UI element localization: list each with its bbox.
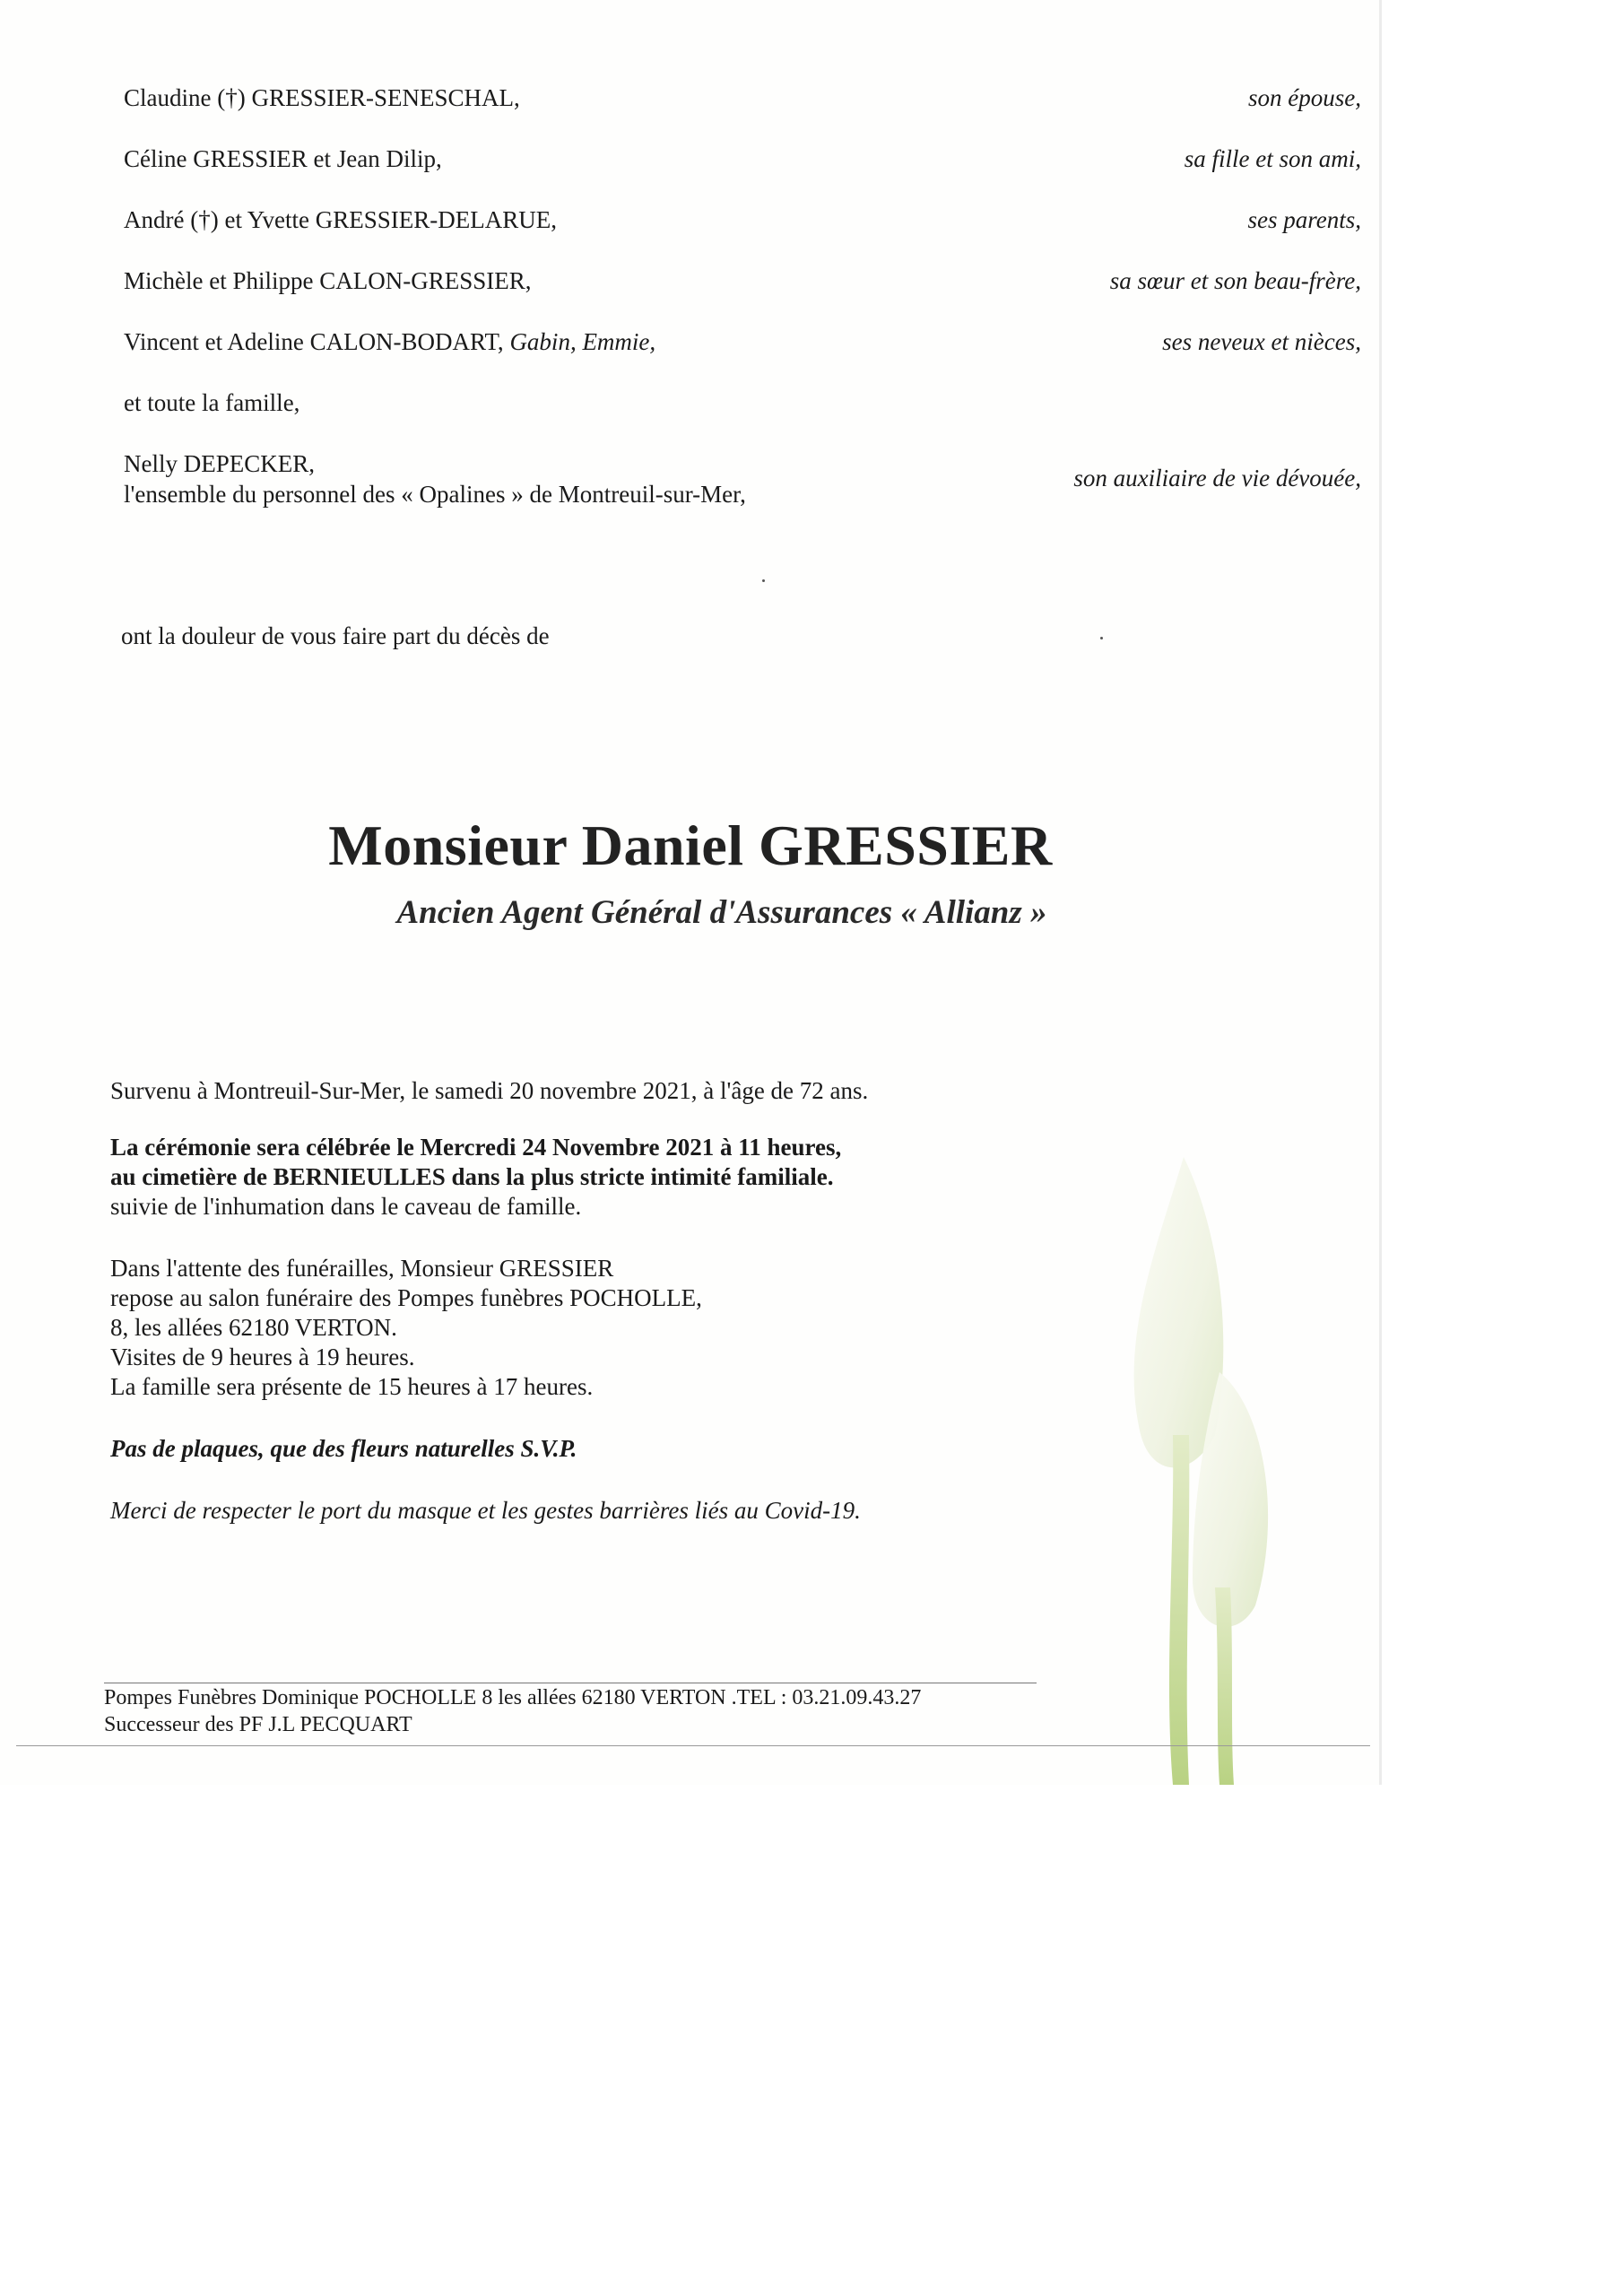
visit-hours: Visites de 9 heures à 19 heures. (110, 1344, 415, 1370)
family-row (124, 144, 1361, 204)
family-relation: sa fille et son ami, (1184, 145, 1361, 172)
family-name-group (124, 326, 655, 357)
family-children: Gabin, Emmie, (509, 328, 656, 355)
carer-relation: son auxiliaire de vie dévouée, (1073, 465, 1361, 491)
scan-edge (1379, 0, 1382, 1785)
carers-row (124, 448, 1361, 538)
flowers-note: Pas de plaques, que des fleurs naturelles S.V.P. (110, 1435, 577, 1462)
family-name: André (†) et Yvette GRESSIER-DELARUE, (124, 206, 557, 233)
family-relation: son épouse, (1248, 84, 1361, 111)
rest-line: repose au salon funéraire des Pompes funèbres POCHOLLE, (110, 1284, 702, 1311)
family-name: Michèle et Philippe CALON-GRESSIER, (124, 267, 532, 294)
deceased-title: Ancien Agent Général d'Assurances « Allianz » (396, 894, 1047, 931)
family-list (124, 83, 1361, 538)
funeral-home-successor: Successeur des PF J.L PECQUART (104, 1713, 412, 1736)
footer (104, 1684, 921, 1738)
ceremony-line: au cimetière de BERNIEULLES dans la plus stricte intimité familiale. (110, 1163, 834, 1190)
family-relation: ses neveux et nièces, (1162, 328, 1361, 355)
rest-line: 8, les allées 62180 VERTON. (110, 1314, 397, 1341)
carer-staff: l'ensemble du personnel des « Opalines » de Montreuil-sur-Mer, (124, 481, 746, 508)
carer-name: Nelly DEPECKER, (124, 450, 315, 477)
family-row (124, 387, 1361, 448)
deceased-name: Monsieur Daniel GRESSIER (328, 813, 1053, 877)
calla-lily-illustration (1058, 1139, 1309, 1785)
family-row (124, 326, 1361, 387)
announcement-intro: ont la douleur de vous faire part du décès de (121, 622, 550, 649)
family-relation: ses parents, (1247, 206, 1361, 233)
death-info: Survenu à Montreuil-Sur-Mer, le samedi 20 novembre 2021, à l'âge de 72 ans. (110, 1077, 869, 1104)
scan-speck (762, 579, 765, 582)
rest-line: Dans l'attente des funérailles, Monsieur GRESSIER (110, 1255, 614, 1282)
family-name: Vincent et Adeline CALON-BODART, (124, 328, 504, 355)
covid-note: Merci de respecter le port du masque et les gestes barrières liés au Covid-19. (110, 1497, 861, 1524)
burial-line: suivie de l'inhumation dans le caveau de famille. (110, 1193, 582, 1220)
carers-names (124, 448, 746, 509)
funeral-details (110, 1076, 1007, 1526)
footer-bottom-rule (16, 1745, 1370, 1746)
ceremony-line: La cérémonie sera célébrée le Mercredi 24 Novembre 2021 à 11 heures, (110, 1134, 842, 1161)
family-relation: sa sœur et son beau-frère, (1109, 267, 1361, 294)
scan-speck (1100, 637, 1103, 639)
family-hours: La famille sera présente de 15 heures à 17 heures. (110, 1373, 594, 1400)
family-name: et toute la famille, (124, 389, 300, 416)
funeral-home-info: Pompes Funèbres Dominique POCHOLLE 8 les allées 62180 VERTON .TEL : 03.21.09.43.27 (104, 1686, 922, 1709)
family-row (124, 83, 1361, 144)
family-row (124, 265, 1361, 326)
family-name: Claudine (†) GRESSIER-SENESCHAL, (124, 84, 520, 111)
family-row (124, 204, 1361, 265)
family-name: Céline GRESSIER et Jean Dilip, (124, 145, 442, 172)
